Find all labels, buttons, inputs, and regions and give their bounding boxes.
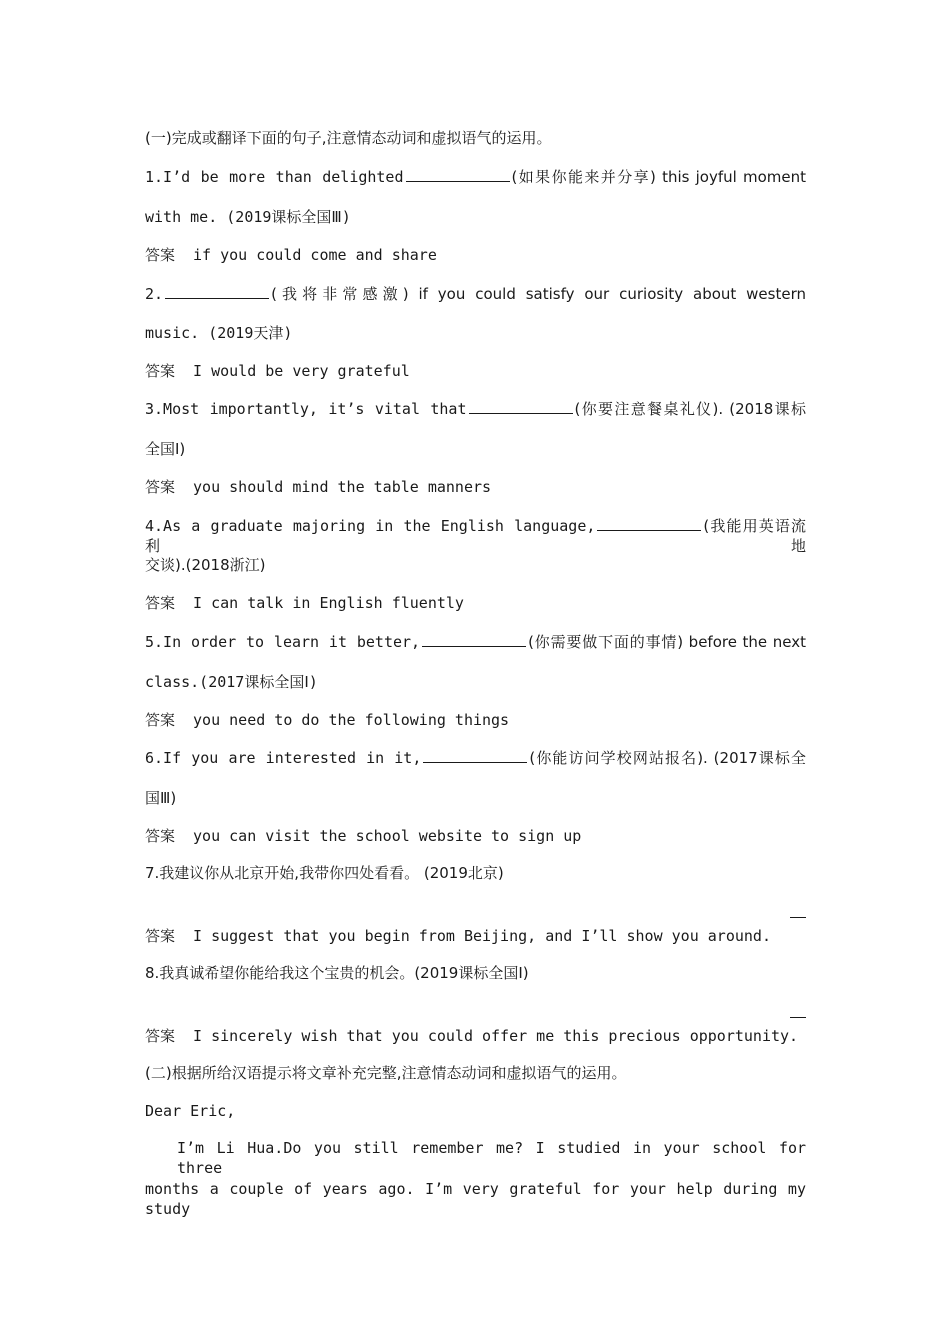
question-5-hint: (你需要做下面的事情) before the next [528, 633, 806, 651]
question-4-line1 [145, 515, 806, 556]
question-6-hint: (你能访问学校网站报名). (2017课标全 [529, 749, 806, 767]
answer-3-text: you should mind the table manners [193, 478, 492, 496]
question-3-hint: (你要注意餐桌礼仪). (2018课标 [574, 400, 806, 418]
question-1-hint: (如果你能来并分享) this joyful moment [511, 168, 806, 186]
question-5-line1 [145, 631, 806, 652]
answer-label: 答案 [145, 594, 176, 612]
question-7: 7.我建议你从北京开始,我带你四处看看。 (2019北京) [145, 864, 504, 882]
answer-2-text: I would be very grateful [193, 362, 410, 380]
question-3-line1 [145, 398, 806, 419]
answer-label: 答案 [145, 827, 176, 845]
section1-heading: (一)完成或翻译下面的句子,注意情态动词和虚拟语气的运用。 [145, 129, 552, 147]
question-6-text: 6.If you are interested in it, [145, 749, 422, 767]
answer-4-text: I can talk in English fluently [193, 594, 464, 612]
answer-7-text: I suggest that you begin from Beijing, and I’ll show you around. [193, 927, 771, 945]
question-8-dash [790, 1017, 806, 1018]
answer-6 [145, 826, 806, 846]
answer-7 [145, 926, 806, 946]
question-5-text: 5.In order to learn it better, [145, 633, 421, 651]
answer-6-text: you can visit the school website to sign up [193, 827, 582, 845]
answer-8 [145, 1026, 806, 1046]
question-6-line2: 国Ⅲ) [145, 789, 177, 807]
question-3-blank [469, 398, 573, 414]
letter-paragraph-line2: months a couple of years ago. I’m very grateful for your help during my study [145, 1180, 806, 1218]
question-3-text: 3.Most importantly, it’s vital that [145, 400, 467, 418]
question-4-text: 4.As a graduate majoring in the English language, [145, 517, 596, 535]
question-5-blank [422, 631, 526, 647]
answer-1-text: if you could come and share [193, 246, 437, 264]
question-3-line2: 全国Ⅰ) [145, 440, 186, 458]
question-2-text: 2. [145, 285, 164, 303]
question-2-blank [165, 283, 269, 299]
answer-label: 答案 [145, 711, 176, 729]
answer-4 [145, 593, 806, 613]
question-1-blank [406, 166, 510, 182]
question-4-hint: (我能用英语流利地 [145, 517, 806, 555]
question-4-line2: 交谈).(2018浙江) [145, 556, 266, 574]
question-8: 8.我真诚希望你能给我这个宝贵的机会。(2019课标全国Ⅰ) [145, 964, 529, 982]
letter-paragraph-line1: I’m Li Hua.Do you still remember me? I studied in your school for three [177, 1139, 806, 1177]
answer-2 [145, 361, 806, 381]
question-6-line1 [145, 747, 806, 768]
question-2-line1 [145, 283, 806, 304]
letter-salutation: Dear Eric, [145, 1102, 236, 1120]
answer-8-text: I sincerely wish that you could offer me this precious opportunity. [193, 1027, 799, 1045]
answer-5 [145, 710, 806, 730]
answer-label: 答案 [145, 362, 176, 380]
question-6-blank [423, 747, 527, 763]
question-1-text: 1.I’d be more than delighted [145, 168, 404, 186]
question-2-hint: (我将非常感激) if you could satisfy our curiosity about western [271, 285, 806, 303]
question-7-dash [790, 917, 806, 918]
question-1-line1 [145, 166, 806, 187]
answer-label: 答案 [145, 478, 176, 496]
question-5-line2: class.(2017课标全国Ⅰ) [145, 673, 318, 691]
answer-label: 答案 [145, 1027, 176, 1045]
answer-3 [145, 477, 806, 497]
question-4-blank [597, 515, 701, 531]
question-2-line2: music. (2019天津) [145, 324, 293, 342]
answer-label: 答案 [145, 927, 176, 945]
section2-heading: (二)根据所给汉语提示将文章补充完整,注意情态动词和虚拟语气的运用。 [145, 1064, 627, 1082]
answer-label: 答案 [145, 246, 176, 264]
answer-5-text: you need to do the following things [193, 711, 510, 729]
question-1-line2: with me. (2019课标全国Ⅲ) [145, 208, 351, 226]
answer-1 [145, 245, 806, 265]
